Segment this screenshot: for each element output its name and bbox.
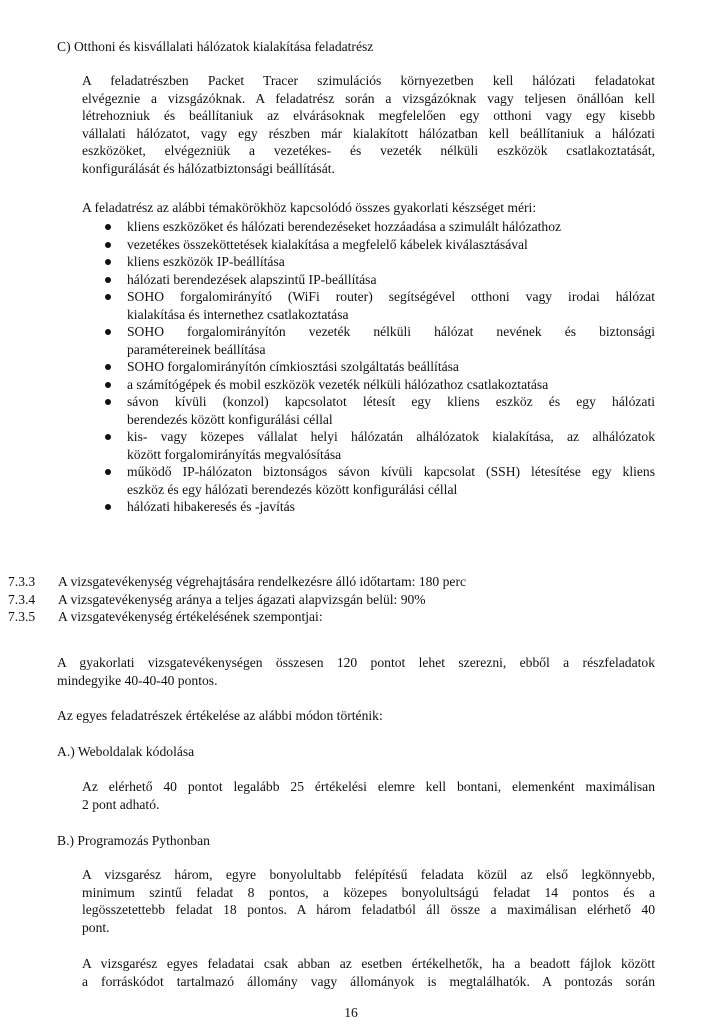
bullet-icon: [105, 434, 111, 440]
skills-list: [105, 218, 655, 516]
section-number: 7.3.3: [8, 574, 36, 589]
text-line: létrehozniuk és beállítaniuk az elvárásoknak megfelelően egy otthoni vagy egy kisebb: [82, 108, 655, 123]
bullet-icon: [105, 399, 111, 405]
numbered-item: [0, 608, 702, 626]
list-item: [105, 498, 655, 516]
list-item-text: hálózati berendezések alapszintű IP-beállítása: [127, 271, 377, 287]
section-number: 7.3.4: [8, 591, 36, 607]
numbered-section: [0, 573, 702, 626]
bullet-icon: [105, 469, 111, 475]
text-line: minimum szintű feladat 8 pontos, a közepes bonyolultságú feladat 14 pontos és a: [82, 884, 655, 900]
text-line: mindegyike 40-40-40 pontos.: [57, 672, 218, 688]
list-item-text: működő IP-hálózaton biztonságos sávon kívüli kapcsolat (SSH) létesítése egy kliens: [127, 464, 655, 479]
bullet-icon: [105, 277, 111, 283]
bullet-icon: [105, 242, 111, 248]
list-item: [105, 323, 655, 358]
list-item: [105, 218, 655, 236]
list-item: [105, 393, 655, 428]
text-line: Az elérhető 40 pontot legalább 25 értékelési elemre kell bontani, elemenként maximálisan: [82, 779, 655, 794]
subsection-b-heading: B.) Programozás Pythonban: [57, 833, 210, 848]
bullet-icon: [105, 364, 111, 370]
page-number: 16: [344, 1005, 358, 1020]
list-item-text: hálózati hibakeresés és -javítás: [127, 499, 295, 514]
list-item-text: SOHO forgalomirányítón címkiosztási szolgáltatás beállítása: [127, 359, 459, 374]
list-item-text: SOHO forgalomirányító (WiFi router) segítségével otthoni vagy irodai hálózat: [127, 289, 655, 304]
text-line: A feladatrészben Packet Tracer szimulációs környezetben kell hálózati feladatokat: [82, 73, 655, 88]
bullet-icon: [105, 224, 111, 230]
list-item-text: között forgalomirányítás megvalósítása: [127, 446, 342, 462]
text-line: vállalati hálózatot, vagy egy részben már kialakított hálózatban kell beállítaniuk a hálózati: [82, 125, 655, 141]
list-item: [105, 288, 655, 323]
text-line: A vizsgarész egyes feladatai csak abban az esetben értékelhetők, ha a beadott fájlok között: [82, 956, 655, 971]
scoring-intro: Az egyes feladatrészek értékelése az alábbi módon történik:: [57, 708, 383, 723]
text-line: konfigurálását és hálózatbiztonsági beállítását.: [82, 160, 335, 176]
text-line: 2 pont adható.: [82, 796, 160, 812]
list-item-text: eszköz és egy hálózati berendezés között konfigurálási céllal: [127, 481, 458, 497]
bullet-icon: [105, 504, 111, 510]
section-c-paragraph: [82, 72, 655, 177]
list-item: [105, 253, 655, 271]
scoring-paragraph: [57, 654, 655, 689]
list-item: [105, 376, 655, 394]
text-line: A vizsgarész három, egyre bonyolultabb felépítésű feladata közül az első legkönnyebb,: [82, 867, 655, 882]
list-item-text: kialakítása és internethez csatlakoztatása: [127, 306, 349, 322]
section-number: 7.3.5: [8, 609, 36, 624]
list-item: [105, 236, 655, 254]
list-item-text: kliens eszközöket és hálózati berendezéseket hozzáadása a szimulált hálózathoz: [127, 219, 562, 234]
numbered-item: [0, 591, 702, 609]
list-item: [105, 358, 655, 376]
subsection-a-heading: A.) Weboldalak kódolása: [57, 744, 195, 759]
section-c-heading: C) Otthoni és kisvállalati hálózatok kialakítása feladatrész: [57, 39, 374, 54]
list-item-text: sávon kívüli (konzol) kapcsolatot létesít egy kliens eszköz és egy hálózati: [127, 394, 655, 409]
list-item-text: paramétereinek beállítása: [127, 341, 266, 357]
numbered-item-text: A vizsgatevékenység végrehajtására rendelkezésre álló időtartam: 180 perc: [58, 574, 467, 589]
list-item-text: SOHO forgalomirányítón vezeték nélküli hálózat nevének és biztonsági: [127, 324, 655, 339]
numbered-item-text: A vizsgatevékenység aránya a teljes ágazati alapvizsgán belül: 90%: [58, 591, 426, 607]
text-line: pont.: [82, 919, 110, 935]
text-line: a forráskódot tartalmazó állomány vagy állományok is megtalálhatók. A pontozás során: [82, 973, 655, 989]
bullet-icon: [105, 259, 111, 265]
list-item-text: kliens eszközök IP-beállítása: [127, 254, 285, 269]
list-item-text: berendezés között konfigurálási céllal: [127, 411, 333, 427]
subsection-a-paragraph: [82, 778, 655, 813]
text-line: eszközöket, elvégezniük a vezetékes- és vezeték nélküli eszközök csatlakoztatását,: [82, 143, 655, 158]
text-line: elvégeznie a vizsgázóknak. A feladatrész során a vizsgázóknak vagy teljesen önállóan kell: [82, 90, 655, 106]
numbered-item: [0, 573, 702, 591]
list-item: [105, 463, 655, 498]
list-item: [105, 271, 655, 289]
text-line: legösszetettebb feladat 18 pontos. A három feladatból áll össze a maximálisan elérhető 40: [82, 902, 655, 917]
list-item-text: kis- vagy közepes vállalat helyi hálózatán alhálózatok kialakítása, az alhálózatok: [127, 429, 655, 444]
bullet-icon: [105, 294, 111, 300]
text-line: A gyakorlati vizsgatevékenységen összesen 120 pontot lehet szerezni, ebből a részfeladatok: [57, 655, 655, 670]
bullet-icon: [105, 329, 111, 335]
list-item-text: a számítógépek és mobil eszközök vezeték nélküli hálózathoz csatlakoztatása: [127, 376, 549, 392]
bullet-icon: [105, 382, 111, 388]
numbered-item-text: A vizsgatevékenység értékelésének szempontjai:: [58, 609, 323, 624]
subsection-b-paragraph-1: [82, 866, 655, 936]
subsection-b-paragraph-2: [82, 955, 655, 990]
list-item: [105, 428, 655, 463]
list-item-text: vezetékes összeköttetések kialakítása a megfelelő kábelek kiválasztásával: [127, 236, 528, 252]
skills-intro: A feladatrész az alábbi témakörökhöz kapcsolódó összes gyakorlati készséget méri:: [82, 200, 537, 215]
